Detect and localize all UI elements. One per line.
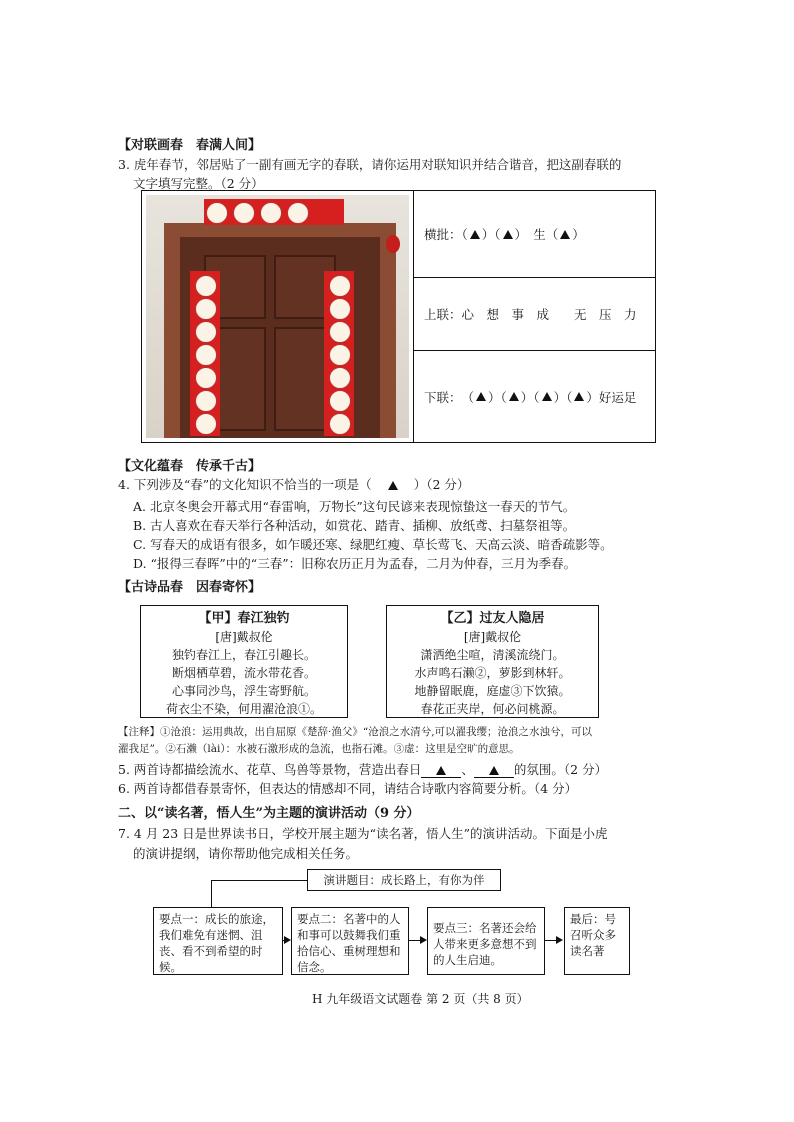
poem-line: 春花正夹岸，何必问桃源。 — [420, 702, 565, 716]
triangle-icon — [470, 230, 480, 239]
point-3-box: 要点三：名著还会给人带来更多意想不到的人生启迪。 — [427, 907, 545, 975]
hengpi-cell: 横批：（ ）（ ） 生（ ） — [414, 191, 656, 278]
triangle-icon — [388, 481, 398, 490]
part-2-title: 二、以“读名著，悟人生”为主题的演讲活动（9 分） — [118, 806, 420, 821]
xialian-cell: 下联： （ ）（ ）（ ）（ ） 好运足 — [424, 389, 637, 405]
section-title-poems: 【古诗品春 因春寄怀】 — [118, 580, 262, 595]
door-couplet-photo — [146, 195, 409, 438]
poem-jia-author: [唐]戴叔伦 — [215, 630, 273, 644]
poem-line: 地静留眠鹿，庭虚③下饮猿。 — [414, 684, 571, 698]
question-7-line1: 7. 4 月 23 日是世界读书日，学校开展主题为“读名著，悟人生”的演讲活动。下面是小虎 — [118, 826, 608, 841]
poem-line: 潇洒绝尘喧，清溪流绕门。 — [420, 648, 565, 662]
poem-line: 水声鸣石濑②，萝影到林轩。 — [414, 666, 571, 680]
question-6: 6. 两首诗都借春景寄怀，但表达的情感却不同，请结合诗歌内容简要分析。（4 分） — [118, 781, 578, 796]
annotation-line2: 濯我足”。②石濑（lài）：水被石激形成的急流，也指石滩。③虚：这里是空旷的意思。 — [118, 743, 520, 755]
question-3-line1: 3. 虎年春节，邻居贴了一副有画无字的春联，请你运用对联知识并结合谐音，把这副春联的 — [118, 157, 622, 172]
poem-line: 心事同沙鸟，浮生寄野航。 — [171, 684, 316, 698]
triangle-icon — [503, 230, 513, 239]
option-a: A. 北京冬奥会开幕式用“春雷响，万物长”这句民谚来表现惊蛰这一春天的节气。 — [133, 499, 576, 514]
point-final-box: 最后：号召听众多读名著 — [564, 907, 630, 975]
triangle-icon — [489, 766, 499, 775]
section-title-culture: 【文化蕴春 传承千古】 — [118, 459, 262, 474]
triangle-icon — [436, 766, 446, 775]
triangle-icon — [509, 392, 519, 401]
poem-yi-author: [唐]戴叔伦 — [463, 630, 522, 644]
point-1-box: 要点一：成长的旅途，我们难免有迷惘、沮丧、看不到希望的时候。 — [153, 907, 283, 975]
question-7-line2: 的演讲提纲，请你帮助他完成相关任务。 — [133, 846, 359, 861]
question-4-stem: 4. 下列涉及“春”的文化知识不恰当的一项是（ ）（2 分） — [118, 477, 470, 492]
option-b: B. 古人喜欢在春天举行各种活动，如赏花、踏青、插柳、放纸鸢、扫墓祭祖等。 — [133, 518, 576, 533]
poem-jia-title: 【甲】春江独钓 — [198, 611, 290, 626]
speech-topic-box: 演讲题目：成长路上，有你为伴 — [307, 869, 501, 891]
question-5: 5. 两首诗都描绘流水、花草、鸟兽等景物，营造出春日 、 的氛围。（2 分） — [118, 762, 608, 777]
poem-line: 断烟栖草碧，流水带花香。 — [171, 666, 316, 680]
poem-line: 荷衣尘不染，何用濯沧浪①。 — [165, 702, 322, 716]
poem-line: 独钓春江上，春江引趣长。 — [171, 648, 316, 662]
triangle-icon — [476, 392, 486, 401]
shanglian-cell: 上联：心 想 事 成 无 压 力 — [414, 278, 656, 351]
annotation-line1: 【注释】①沧浪：运用典故，出自屈原《楚辞·渔父》“沧浪之水清兮,可以濯我缨；沧浪之水浊兮，可以 — [118, 726, 593, 738]
triangle-icon — [574, 392, 584, 401]
poem-yi-title: 【乙】过友人隐居 — [440, 611, 545, 626]
poem-yi — [386, 605, 599, 718]
option-c: C. 写春天的成语有很多，如乍暖还寒、绿肥红瘦、草长莺飞、天高云淡、暗香疏影等。 — [133, 537, 613, 552]
couplet-table — [141, 190, 656, 443]
triangle-icon — [560, 230, 570, 239]
question-3-line2: 文字填写完整。（2 分） — [133, 176, 264, 191]
option-d: D. “报得三春晖”中的“三春”：旧称农历正月为孟春，二月为仲春，三月为季春。 — [133, 556, 577, 571]
section-title-couplet: 【对联画春 春满人间】 — [118, 138, 262, 153]
poem-jia — [140, 605, 348, 718]
triangle-icon — [542, 392, 552, 401]
point-2-box: 要点二：名著中的人和事可以鼓舞我们重拾信心、重树理想和信念。 — [291, 907, 409, 975]
page-footer: H 九年级语文试题卷 第 2 页（共 8 页） — [312, 992, 529, 1006]
